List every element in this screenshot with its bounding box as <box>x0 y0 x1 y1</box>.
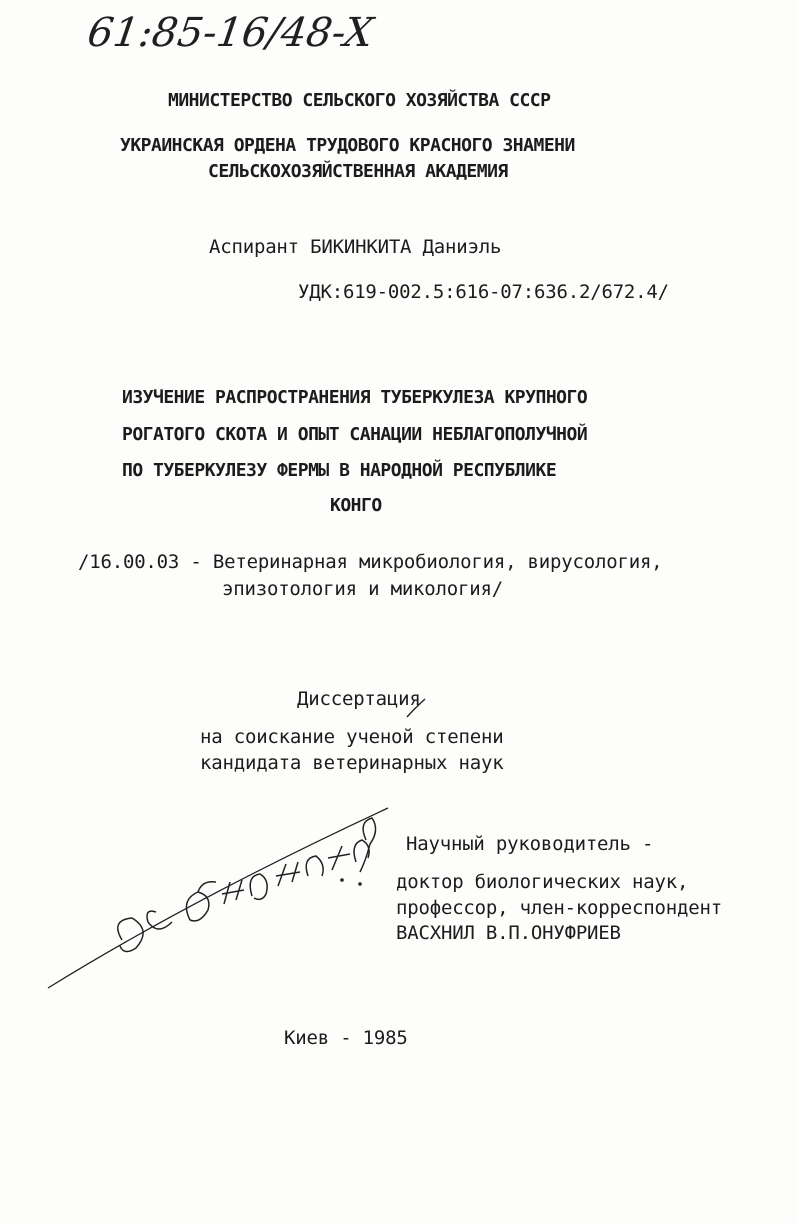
specialty-line-1: /16.00.03 - Ветеринарная микробиология, вирусология, <box>78 551 663 573</box>
supervisor-line-3: профессор, член-корреспондент <box>396 897 722 919</box>
degree-line-2: кандидата ветеринарных наук <box>200 752 504 774</box>
dissertation-label: Диссертация <box>297 688 421 710</box>
specialty-line-2: эпизотология и микология/ <box>222 578 503 600</box>
degree-line-1: на соискание ученой степени <box>200 726 504 748</box>
author-signature <box>40 800 400 1000</box>
title-line-1: ИЗУЧЕНИЕ РАСПРОСТРАНЕНИЯ ТУБЕРКУЛЕЗА КРУПНОГО <box>122 387 588 408</box>
supervisor-line-1: Научный руководитель - <box>406 833 654 855</box>
author-line: Аспирант БИКИНКИТА Даниэль <box>209 236 502 258</box>
title-line-4: КОНГО <box>330 495 382 516</box>
supervisor-line-2: доктор биологических наук, <box>396 871 689 893</box>
udc-code: УДК:619-002.5:616-07:636.2/672.4/ <box>298 281 669 303</box>
city-year: Киев - 1985 <box>284 1027 408 1049</box>
pen-tick-mark <box>404 697 428 719</box>
academy-line-1: УКРАИНСКАЯ ОРДЕНА ТРУДОВОГО КРАСНОГО ЗНАМЕНИ <box>120 135 575 156</box>
academy-line-2: СЕЛЬСКОХОЗЯЙСТВЕННАЯ АКАДЕМИЯ <box>208 161 508 182</box>
archive-number-handwritten: 61:85-16/48-X <box>84 10 376 56</box>
title-line-3: ПО ТУБЕРКУЛЕЗУ ФЕРМЫ В НАРОДНОЙ РЕСПУБЛИКЕ <box>122 460 557 481</box>
ministry-heading: МИНИСТЕРСТВО СЕЛЬСКОГО ХОЗЯЙСТВА СССР <box>168 90 551 111</box>
supervisor-line-4: ВАСХНИЛ В.П.ОНУФРИЕВ <box>396 922 621 944</box>
title-line-2: РОГАТОГО СКОТА И ОПЫТ САНАЦИИ НЕБЛАГОПОЛУЧНОЙ <box>122 424 588 445</box>
